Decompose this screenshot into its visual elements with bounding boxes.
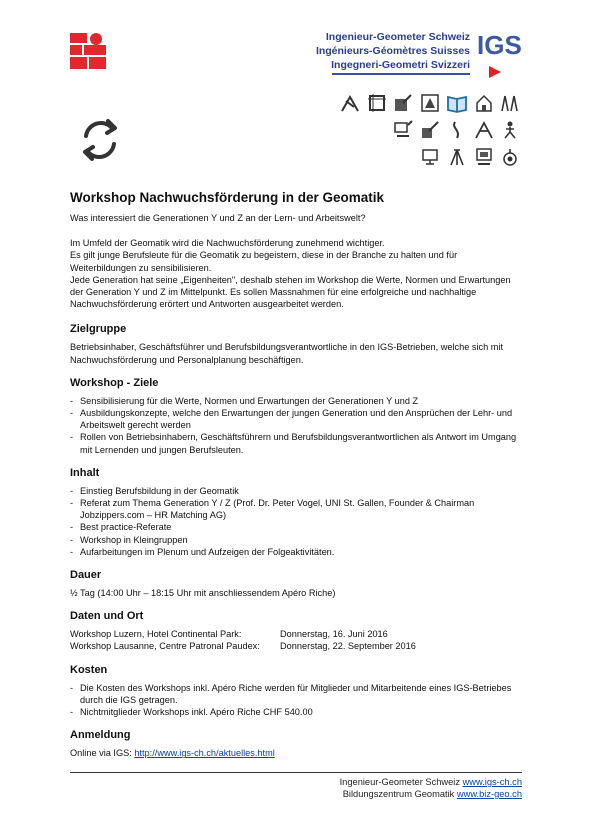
section-zielgruppe xyxy=(70,322,522,365)
table-row xyxy=(70,640,416,652)
anmeldung-heading: Anmeldung xyxy=(70,729,131,742)
list-item: - Referat zum Thema Generation Y / Z (Prof. Dr. Peter Vogel, UNI St. Gallen, Founder & Chairman Jobzippers.com – HR Matching AG) xyxy=(70,497,522,521)
ziele-list xyxy=(70,395,522,456)
date-place: Workshop Luzern, Hotel Continental Park: xyxy=(70,629,242,640)
zielgruppe-heading: Zielgruppe xyxy=(70,323,127,336)
roof-frame-icon xyxy=(474,120,494,140)
document-body xyxy=(70,190,522,759)
section-dauer xyxy=(70,568,522,599)
header-divider xyxy=(332,73,470,75)
table-row xyxy=(70,628,416,640)
anmeldung-prefix: Online via IGS: xyxy=(70,748,135,759)
folder-tool-icon xyxy=(393,93,413,113)
org-name-it: Ingegneri-Geometri Svizzeri xyxy=(331,59,470,71)
road-curve-icon xyxy=(447,120,467,140)
footer-divider xyxy=(70,772,522,773)
list-item: - Aufarbeitungen im Plenum und Aufzeigen der Folgeaktivitäten. xyxy=(70,546,522,558)
section-anmeldung xyxy=(70,728,522,759)
sync-icon xyxy=(72,112,128,168)
igs-flag-icon xyxy=(489,66,501,78)
footer xyxy=(340,776,522,800)
list-item: - Einstieg Berufsbildung in der Geomatik xyxy=(70,485,522,497)
target-instrument-icon xyxy=(500,147,520,167)
frame-measure-icon xyxy=(367,93,387,113)
swiss-logo xyxy=(70,33,106,69)
building-plan-icon xyxy=(420,93,440,113)
survey-tool-icon xyxy=(340,93,360,113)
org-name-fr: Ingénieurs-Géomètres Suisses xyxy=(315,45,470,57)
pen-board-icon xyxy=(420,120,440,140)
date-place: Workshop Lausanne, Centre Patronal Paudex: xyxy=(70,641,260,652)
page-subtitle: Was interessiert die Generationen Y und Z an der Lern- und Arbeitswelt? xyxy=(70,213,366,223)
section-daten xyxy=(70,609,522,652)
section-ziele xyxy=(70,376,522,456)
monitor-icon xyxy=(420,147,440,167)
org-name-de: Ingenieur-Geometer Schweiz xyxy=(325,31,470,43)
footer-line-1 xyxy=(340,776,522,788)
date-value: Donnerstag, 22. September 2016 xyxy=(280,641,416,652)
list-item: - Die Kosten des Workshops inkl. Apéro Riche werden für Mitglieder und Mitarbeitende eines IGS-Betriebes durch die IGS getragen. xyxy=(70,682,522,706)
list-item: - Best practice-Referate xyxy=(70,521,522,533)
footer-org-text: Ingenieur-Geometer Schweiz xyxy=(339,777,463,787)
ziele-heading: Workshop - Ziele xyxy=(70,376,159,389)
section-inhalt xyxy=(70,466,522,558)
section-kosten xyxy=(70,663,522,719)
registration-link[interactable]: http://www.igs-ch.ch/aktuelles.html xyxy=(134,748,275,759)
list-item: - Sensibilisierung für die Werte, Normen und Erwartungen der Generationen Y und Z xyxy=(70,395,522,407)
tripod-pair-icon xyxy=(500,93,520,113)
list-item: - Nichtmitglieder Workshops inkl. Apéro Riche CHF 540.00 xyxy=(70,706,522,718)
surveyor-icon xyxy=(500,120,520,140)
biz-geo-website-link[interactable]: www.biz-geo.ch xyxy=(456,789,522,799)
footer-biz-text: Bildungszentrum Geomatik xyxy=(342,789,457,799)
dates-table xyxy=(70,628,416,652)
list-item: - Rollen von Betriebsinhabern, Geschäftsführern und Berufsbildungsverantwortlichen als Antwort im Umgang mit Lernenden und jungen Berufsleuten. xyxy=(70,431,522,455)
tripod-icon xyxy=(447,147,467,167)
list-item: - Workshop in Kleingruppen xyxy=(70,534,522,546)
intro-paragraph-2: Es gilt junge Berufsleute für die Geomatik zu begeistern, diese in der Branche zu halten und für Weiterbildungen zu sensibilisieren. xyxy=(70,250,458,273)
kosten-list xyxy=(70,682,522,719)
dauer-heading: Dauer xyxy=(70,569,102,582)
list-item: - Ausbildungskonzepte, welche den Erwartungen der jungen Generation und den Ansprüchen der Lehr- und Arbeitswelt gerecht werden xyxy=(70,407,522,431)
map-house-icon xyxy=(474,93,494,113)
igs-website-link[interactable]: www.igs-ch.ch xyxy=(462,777,522,787)
anmeldung-line xyxy=(70,747,522,759)
zielgruppe-text: Betriebsinhaber, Geschäftsführer und Berufsbildungsverantwortliche in den IGS-Betrieben, welche sich mit Nachwuchsförderung und Personalplanung beschäftigen. xyxy=(70,342,504,365)
inhalt-heading: Inhalt xyxy=(70,466,100,479)
date-value: Donnerstag, 16. Juni 2016 xyxy=(280,629,388,640)
inhalt-list xyxy=(70,485,522,558)
organisation-names xyxy=(316,30,470,72)
footer-line-2 xyxy=(340,788,522,800)
book-icon xyxy=(447,93,467,113)
intro-paragraph-1: Im Umfeld der Geomatik wird die Nachwuchsförderung zunehmend wichtiger. xyxy=(70,238,385,249)
daten-heading: Daten und Ort xyxy=(70,610,144,623)
kosten-heading: Kosten xyxy=(70,663,108,676)
dauer-text: ½ Tag (14:00 Uhr – 18:15 Uhr mit anschliessendem Apéro Riche) xyxy=(70,588,336,599)
computer-tool-icon xyxy=(393,120,413,140)
page-title: Workshop Nachwuchsförderung in der Geomatik xyxy=(70,190,385,205)
desktop-icon xyxy=(474,147,494,167)
igs-logo: IGS xyxy=(477,30,522,60)
intro-paragraph-3: Jede Generation hat seine „Eigenheiten", deshalb stehen im Workshop die Werte, Normen und Erwartungen der Generation Y und Z im Mittelpunkt. Es sollen Massnahmen für eine erfolgreiche und nachhaltige Nachwuchsförderung erörtert und Antworten ausgearbeitet werden. xyxy=(70,274,511,310)
